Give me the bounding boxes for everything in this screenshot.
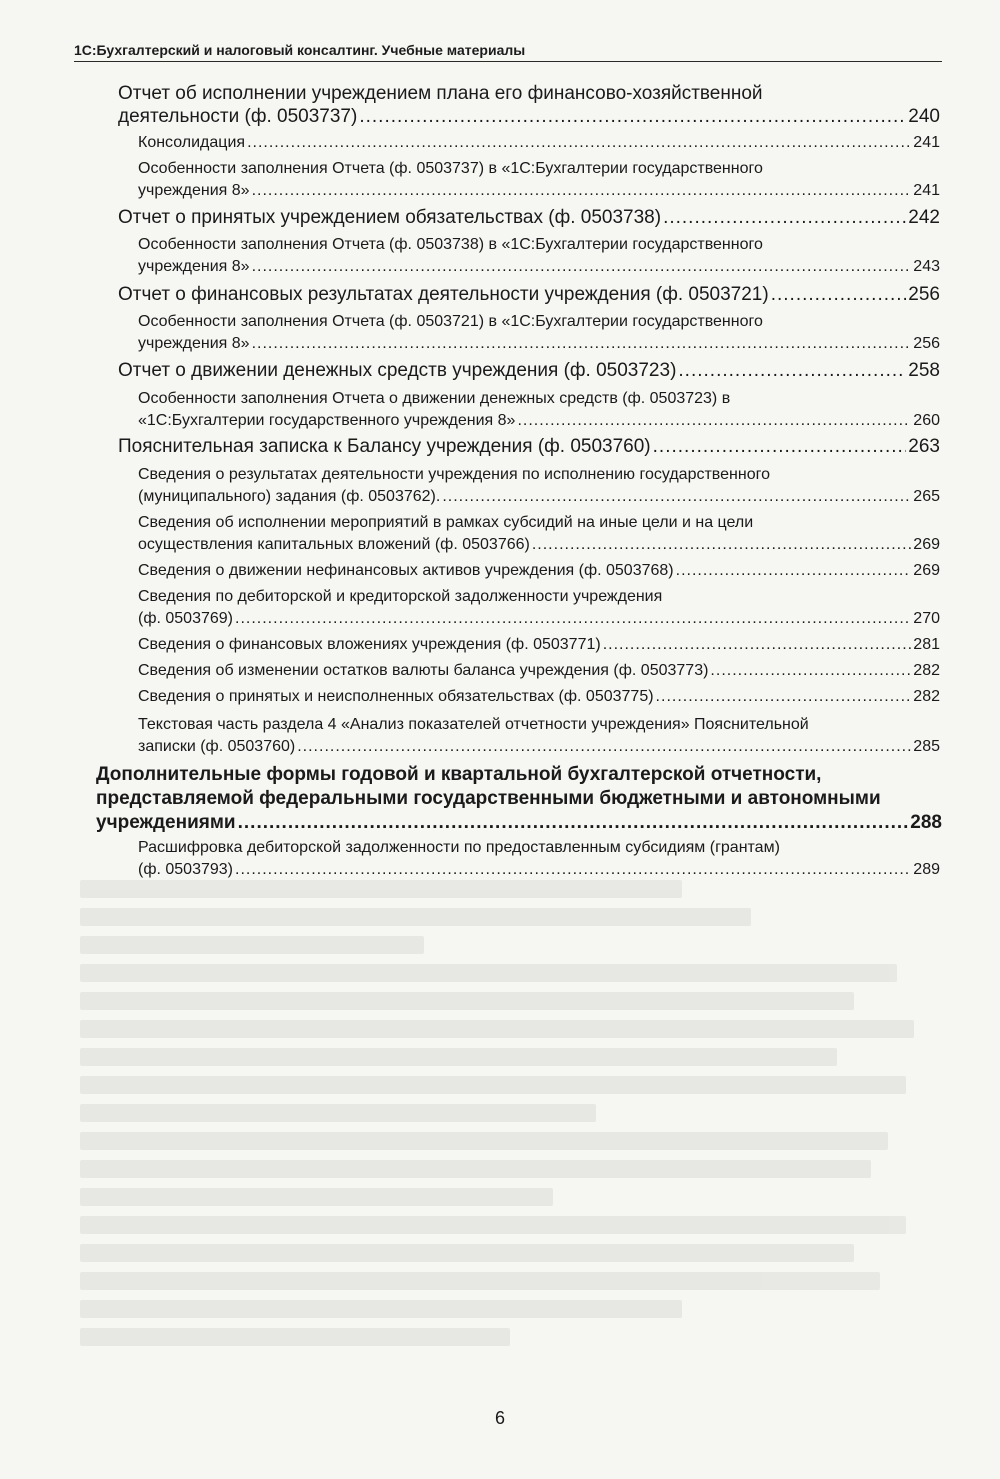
toc-entry-title: учреждениями <box>96 812 236 833</box>
toc-entry[interactable] <box>118 206 940 229</box>
dot-leader <box>235 608 911 630</box>
toc-entry-title: осуществления капитальных вложений (ф. 0503766) <box>138 536 530 553</box>
toc-page-number: 243 <box>913 258 940 275</box>
toc-entry[interactable] <box>138 837 940 881</box>
toc-page-number: 256 <box>908 284 940 305</box>
toc-entry-line: Отчет об исполнении учреждением плана его финансово-хозяйственной <box>118 83 763 104</box>
dot-leader <box>771 283 907 306</box>
dot-leader <box>442 486 911 508</box>
toc-entry-line: Дополнительные формы годовой и квартальной бухгалтерской отчетности, <box>96 764 822 785</box>
toc-page-number: 281 <box>913 636 940 653</box>
toc-entry-title: учреждения 8» <box>138 335 250 352</box>
dot-leader <box>532 534 911 556</box>
toc-entry[interactable] <box>138 234 940 278</box>
dot-leader <box>252 180 912 202</box>
toc-entry-title: Отчет о финансовых результатах деятельности учреждения (ф. 0503721) <box>118 284 769 305</box>
toc-entry-title: деятельности (ф. 0503737) <box>118 106 358 127</box>
toc-entry-title: (ф. 0503769) <box>138 610 233 627</box>
dot-leader <box>676 560 912 582</box>
dot-leader <box>359 105 906 128</box>
toc-entry[interactable] <box>138 388 940 432</box>
toc-page-number: 242 <box>908 207 940 228</box>
toc-entry-line: Сведения об исполнении мероприятий в рамках субсидий на иные цели и на цели <box>138 514 754 531</box>
toc-entry-line: Сведения по дебиторской и кредиторской задолженности учреждения <box>138 588 663 605</box>
toc-page-number: 241 <box>913 182 940 199</box>
toc-entry[interactable] <box>138 512 940 556</box>
toc-entry-title: Сведения об изменении остатков валюты баланса учреждения (ф. 0503773) <box>138 662 709 679</box>
dot-leader <box>247 132 911 154</box>
toc-entry-title: Консолидация <box>138 134 246 151</box>
toc-entry[interactable] <box>138 660 940 682</box>
toc-page-number: 285 <box>913 738 940 755</box>
dot-leader <box>252 256 912 278</box>
toc-page-number: 265 <box>913 488 940 505</box>
toc-page-number: 263 <box>908 436 940 457</box>
toc-entry[interactable] <box>118 435 940 458</box>
toc-page-number: 269 <box>913 536 940 553</box>
dot-leader <box>235 859 911 881</box>
toc-page-number: 282 <box>913 688 940 705</box>
toc-entry[interactable] <box>138 714 940 758</box>
toc-page-number: 241 <box>913 134 940 151</box>
toc-entry-title: Сведения о движении нефинансовых активов учреждения (ф. 0503768) <box>138 562 674 579</box>
dot-leader <box>238 811 909 835</box>
toc-entry-title: Сведения о финансовых вложениях учреждения (ф. 0503771) <box>138 636 601 653</box>
toc-entry[interactable] <box>138 634 940 656</box>
toc-page-number: 269 <box>913 562 940 579</box>
toc-section-entry[interactable] <box>96 763 942 835</box>
toc-entry-line: Особенности заполнения Отчета (ф. 0503737) в «1С:Бухгалтерии государственного <box>138 160 763 177</box>
toc-page-number: 260 <box>913 412 940 429</box>
toc-entry-title: учреждения 8» <box>138 182 250 199</box>
toc-entry-title: Отчет о принятых учреждением обязательствах (ф. 0503738) <box>118 207 662 228</box>
toc-entry-line: Текстовая часть раздела 4 «Анализ показателей отчетности учреждения» Пояснительной <box>138 716 809 733</box>
toc-entry[interactable] <box>118 359 940 382</box>
toc-entry-title: записки (ф. 0503760) <box>138 738 296 755</box>
toc-entry-line: Сведения о результатах деятельности учреждения по исполнению государственного <box>138 466 770 483</box>
toc-entry-title: Пояснительная записка к Балансу учреждения (ф. 0503760) <box>118 436 651 457</box>
toc-entry-title: «1С:Бухгалтерии государственного учреждения 8» <box>138 412 516 429</box>
page-number: 6 <box>494 1408 505 1428</box>
dot-leader <box>710 660 911 682</box>
toc-page-number: 256 <box>913 335 940 352</box>
toc-entry[interactable] <box>138 158 940 202</box>
toc-page-number: 289 <box>913 861 940 878</box>
toc-entry[interactable] <box>118 283 940 306</box>
toc-page-number: 282 <box>913 662 940 679</box>
running-header: 1С:Бухгалтерский и налоговый консалтинг. Учебные материалы <box>74 42 942 62</box>
toc-entry-line: Особенности заполнения Отчета (ф. 0503721) в «1С:Бухгалтерии государственного <box>138 313 763 330</box>
toc-entry[interactable] <box>118 82 940 128</box>
toc-page-number: 258 <box>908 360 940 381</box>
dot-leader <box>297 736 911 758</box>
toc-entry-line: представляемой федеральными государственными бюджетными и автономными <box>96 788 881 809</box>
dot-leader <box>653 435 907 458</box>
toc-entry-title: учреждения 8» <box>138 258 250 275</box>
dot-leader <box>678 359 906 382</box>
toc-entry[interactable] <box>138 311 940 355</box>
toc-entry[interactable] <box>138 560 940 582</box>
toc-entry-title: Отчет о движении денежных средств учреждения (ф. 0503723) <box>118 360 677 381</box>
toc-entry-title: Сведения о принятых и неисполненных обязательствах (ф. 0503775) <box>138 688 654 705</box>
toc-page-number: 288 <box>910 812 942 833</box>
toc-entry[interactable] <box>138 132 940 154</box>
dot-leader <box>663 206 906 229</box>
dot-leader <box>517 410 911 432</box>
dot-leader <box>656 686 912 708</box>
dot-leader <box>603 634 912 656</box>
toc-entry[interactable] <box>138 686 940 708</box>
toc-page-number: 270 <box>913 610 940 627</box>
toc-entry[interactable] <box>138 464 940 508</box>
toc-entry[interactable] <box>138 586 940 630</box>
toc-entry-title: (ф. 0503793) <box>138 861 233 878</box>
toc-entry-line: Особенности заполнения Отчета о движении денежных средств (ф. 0503723) в <box>138 390 731 407</box>
dot-leader <box>252 333 912 355</box>
show-through-texture <box>80 880 940 1400</box>
toc-page-number: 240 <box>908 106 940 127</box>
toc-entry-line: Расшифровка дебиторской задолженности по предоставленным субсидиям (грантам) <box>138 839 780 856</box>
toc-entry-line: Особенности заполнения Отчета (ф. 0503738) в «1С:Бухгалтерии государственного <box>138 236 763 253</box>
toc-entry-title: (муниципального) задания (ф. 0503762). <box>138 488 441 505</box>
